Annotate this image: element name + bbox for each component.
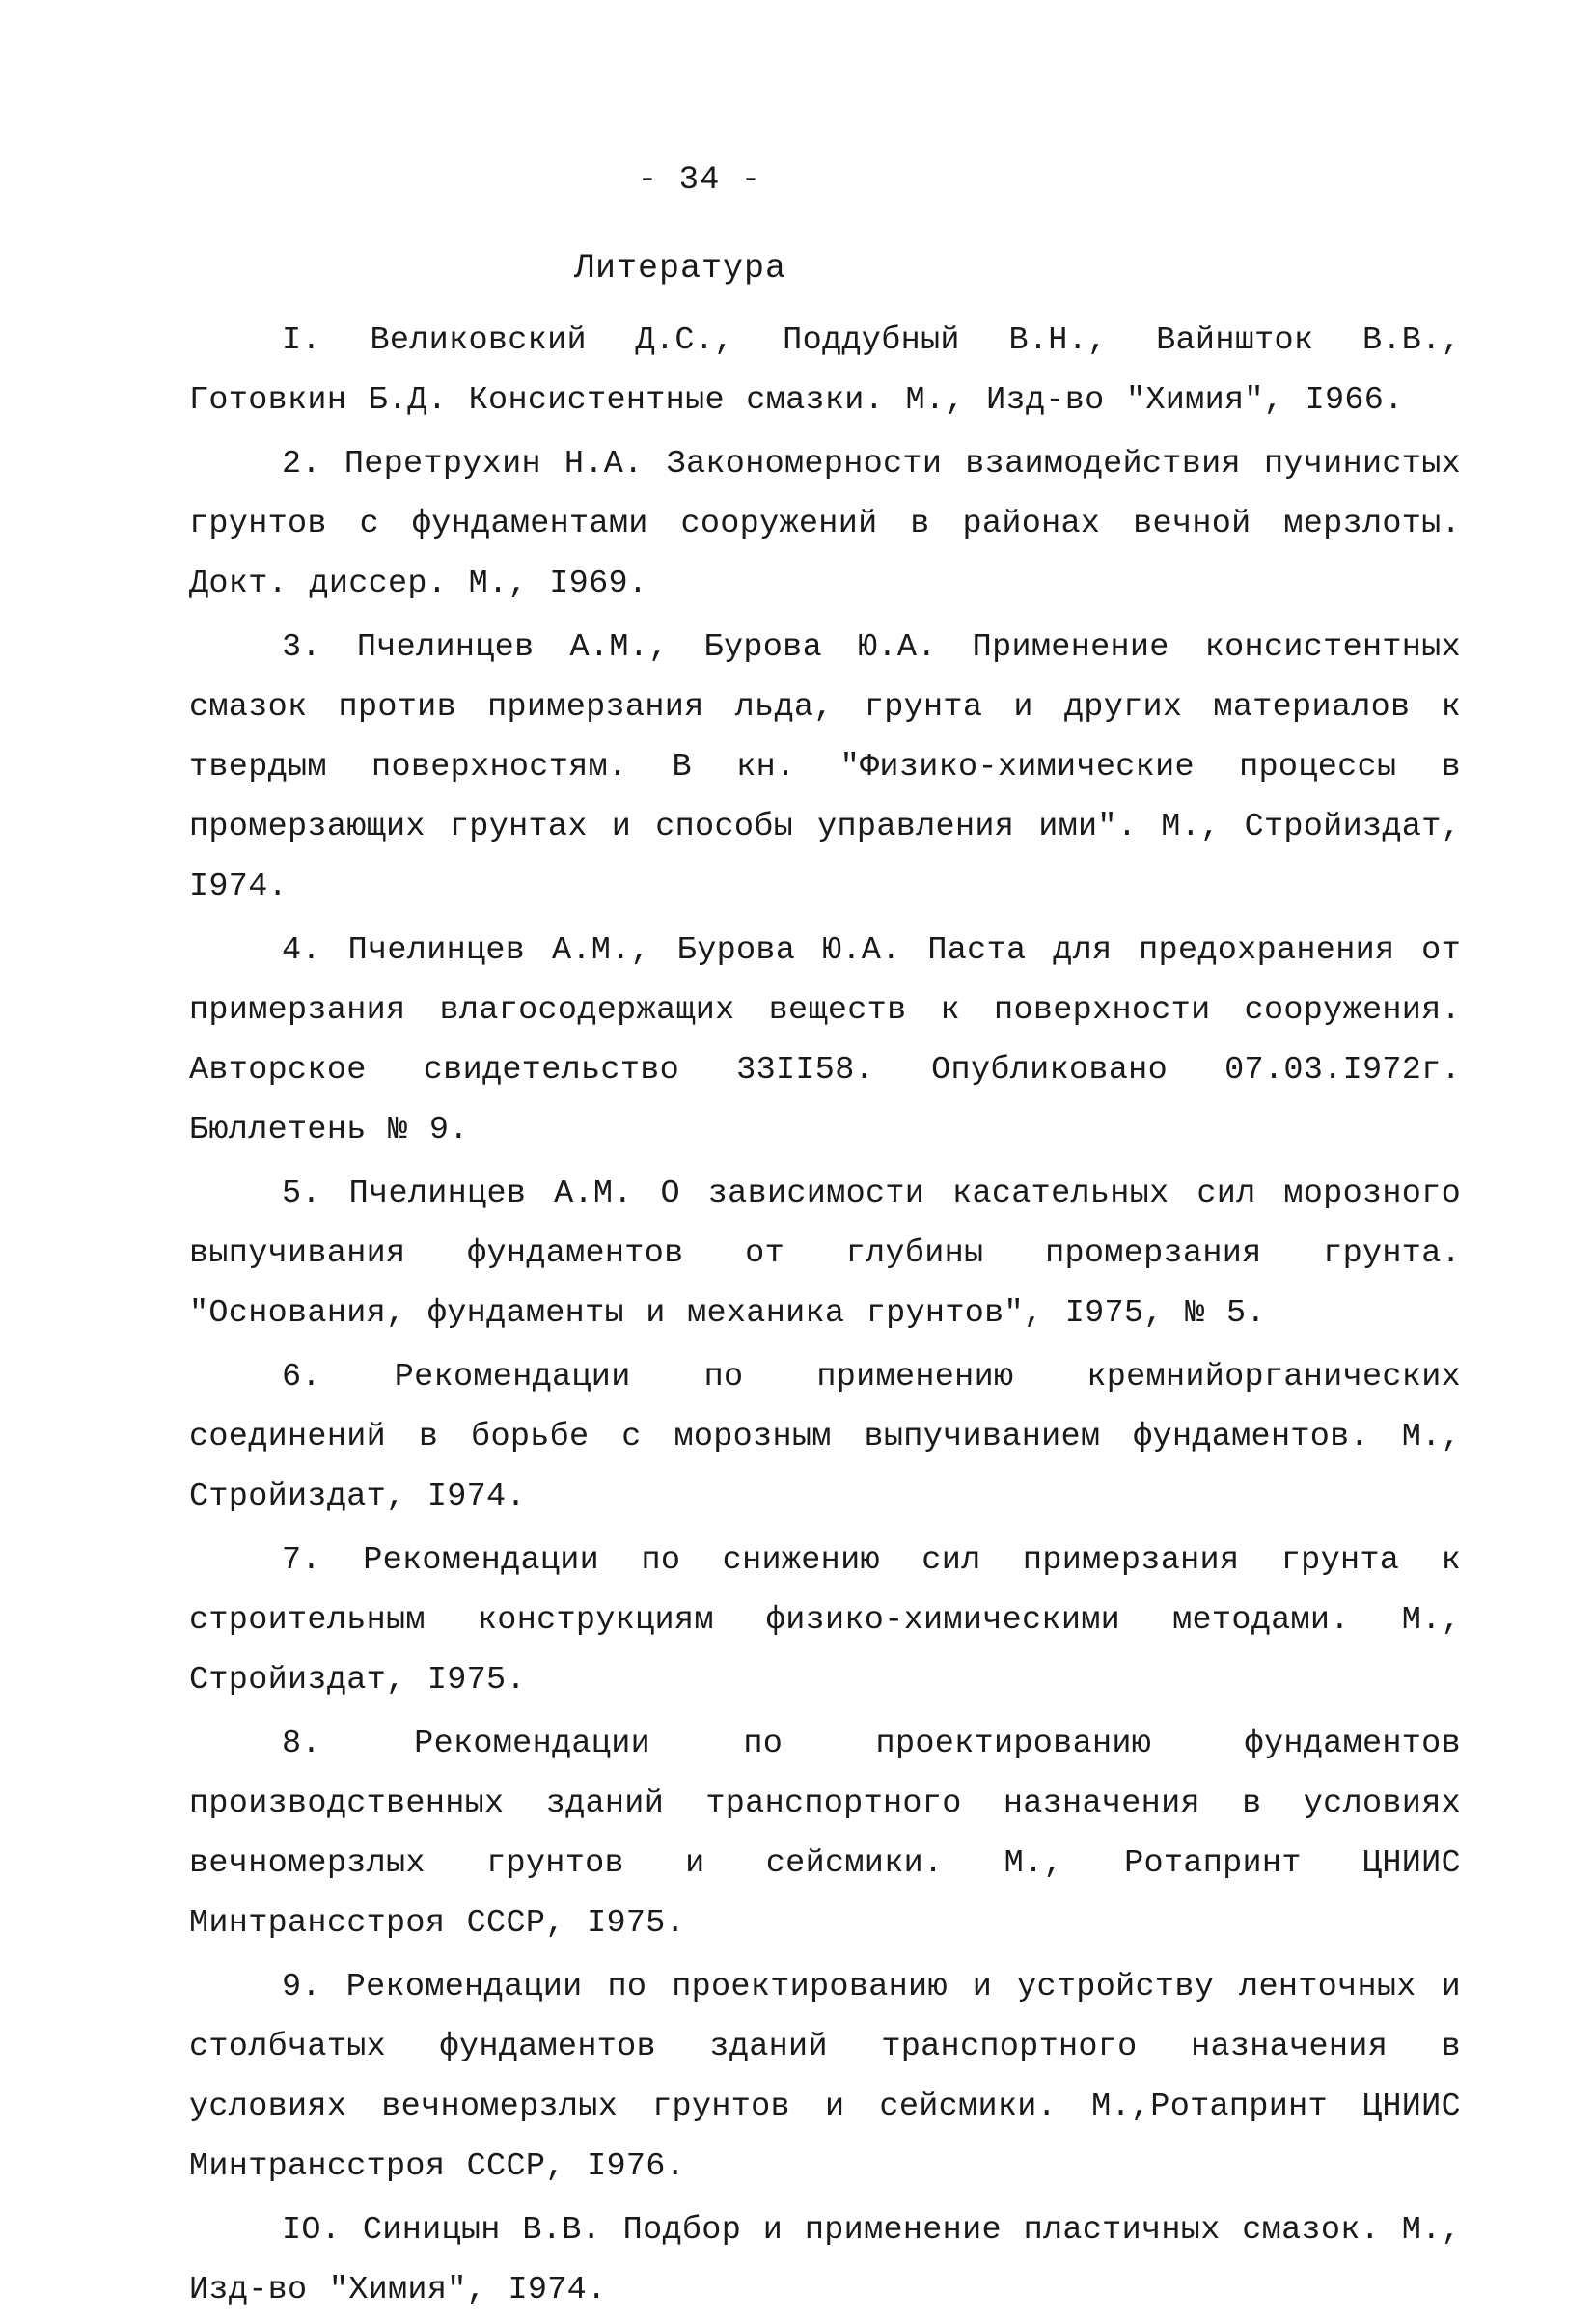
reference-item: 2. Перетрухин Н.А. Закономерности взаимодействия пучинистых грунтов с фундаментами сооружений в районах вечной мерзлоты. Докт. диссер. М., I969.: [189, 446, 1461, 602]
reference-item: 5. Пчелинцев А.М. О зависимости касательных сил морозного выпучивания фундаментов от глубины промерзания грунта. "Основания, фундаменты и механика грунтов", I975, № 5.: [189, 1176, 1461, 1332]
reference-item: 8. Рекомендации по проектированию фундаментов производственных зданий транспортного назначения в условиях вечномерзлых грунтов и сейсмики. М., Ротапринт ЦНИИС Минтрансстроя СССР, I975.: [189, 1726, 1461, 1942]
page-number: - 34 -: [637, 162, 762, 199]
reference-item: 7. Рекомендации по снижению сил примерзания грунта к строительным конструкциям физико-химическими методами. М., Стройиздат, I975.: [189, 1542, 1461, 1699]
reference-item: 4. Пчелинцев А.М., Бурова Ю.А. Паста для предохранения от примерзания влагосодержащих веществ к поверхности сооружения. Авторское свидетельство 33II58. Опубликовано 07.03.I972г. Бюллетень № 9.: [189, 932, 1461, 1148]
reference-item: IO. Синицын В.В. Подбор и применение пластичных смазок. М., Изд-во "Химия", I974.: [189, 2212, 1461, 2309]
page-title: Литература: [573, 249, 787, 288]
reference-item: I. Великовский Д.С., Поддубный В.Н., Вайншток В.В., Готовкин Б.Д. Консистентные смазки. М., Изд-во "Химия", I966.: [189, 322, 1461, 419]
reference-item: 6. Рекомендации по применению кремнийорганических соединений в борьбе с морозным выпучиванием фундаментов. М., Стройиздат, I974.: [189, 1359, 1461, 1515]
reference-item: 3. Пчелинцев А.М., Бурова Ю.А. Применение консистентных смазок против примерзания льда, грунта и других материалов к твердым поверхностям. В кн. "Физико-химические процессы в промерзающих грунтах и способы управления ими". М., Стройиздат, I974.: [189, 629, 1461, 905]
reference-item: 9. Рекомендации по проектированию и устройству ленточных и столбчатых фундаментов зданий транспортного назначения в условиях вечномерзлых грунтов и сейсмики. М.,Ротапринт ЦНИИС Минтрансстроя СССР, I976.: [189, 1969, 1461, 2185]
reference-list: [189, 311, 1461, 2324]
